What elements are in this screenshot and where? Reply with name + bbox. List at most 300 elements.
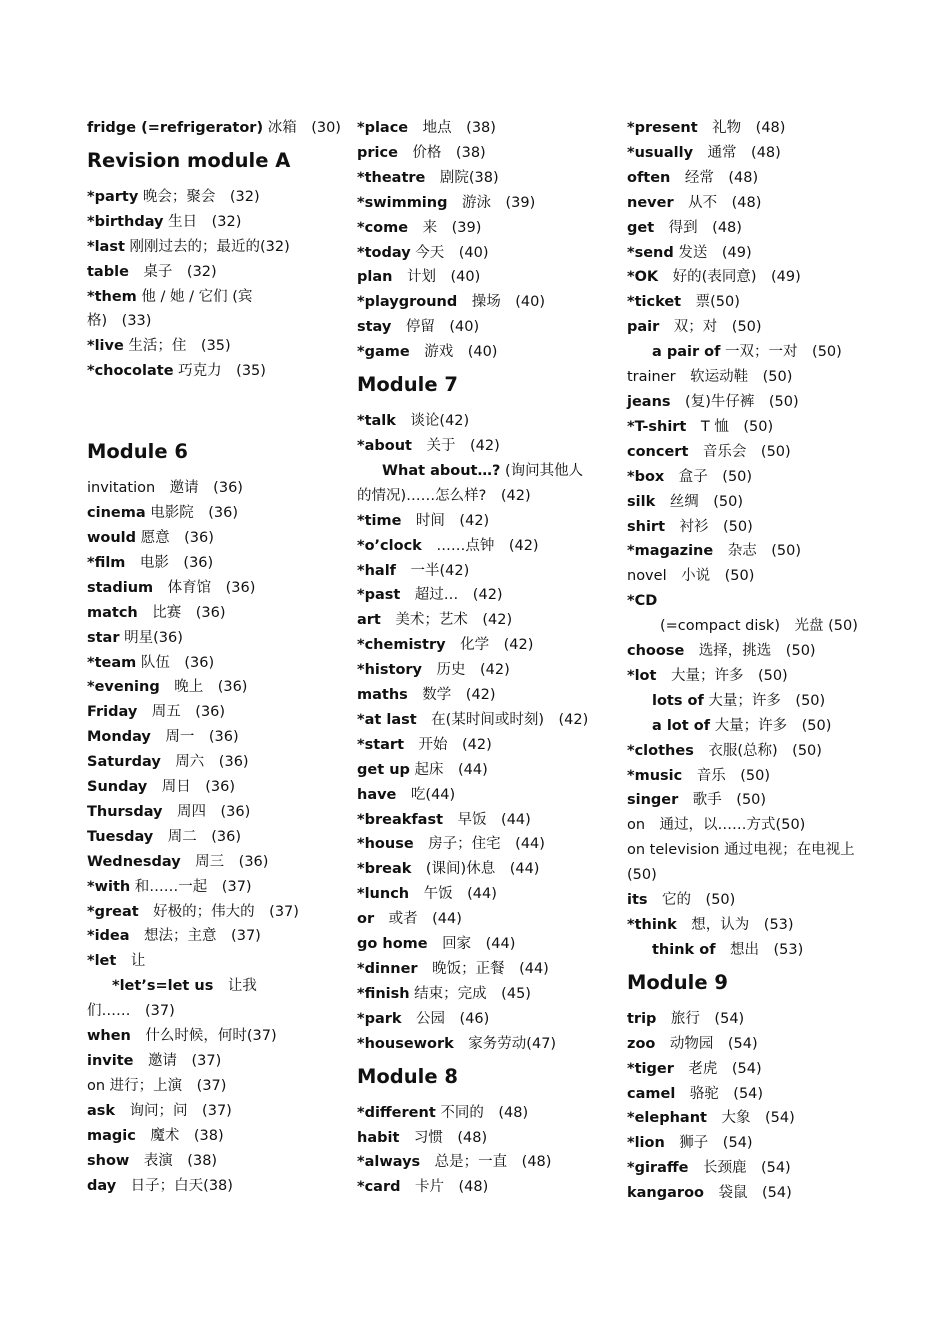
vocab-word: have bbox=[357, 786, 397, 803]
vocab-entry bbox=[627, 440, 877, 465]
vocab-word: magic bbox=[87, 1127, 136, 1144]
vocab-meaning: 生日 (32) bbox=[163, 213, 242, 230]
vocab-entry bbox=[87, 501, 337, 526]
vocab-meaning: 大量；许多 (50) bbox=[710, 717, 832, 734]
vocab-meaning: 周一 (36) bbox=[150, 729, 239, 746]
vocab-meaning: 价格 (38) bbox=[397, 144, 486, 161]
vocab-meaning: 周六 (36) bbox=[160, 754, 249, 771]
vocab-entry bbox=[357, 608, 607, 633]
vocab-word: *at last bbox=[357, 711, 417, 728]
vocab-entry bbox=[87, 775, 337, 800]
vocab-meaning: 起床 (44) bbox=[409, 761, 488, 778]
vocab-entry bbox=[357, 907, 607, 932]
vocab-meaning: 软运动鞋 (50) bbox=[675, 369, 793, 386]
vocab-word: *half bbox=[357, 562, 396, 579]
vocab-entry bbox=[87, 1124, 337, 1149]
vocab-word: get bbox=[627, 219, 655, 236]
vocab-word: *o’clock bbox=[357, 537, 422, 554]
vocab-entry bbox=[627, 863, 877, 888]
vocab-entry bbox=[627, 465, 877, 490]
vocab-entry bbox=[357, 340, 607, 365]
vocab-word: *playground bbox=[357, 294, 458, 311]
vocab-meaning: 谈论(42) bbox=[395, 413, 470, 430]
vocab-entry bbox=[87, 900, 337, 925]
vocab-word: *housework bbox=[357, 1035, 454, 1052]
vocab-entry bbox=[87, 850, 337, 875]
vocab-word: *last bbox=[87, 238, 125, 255]
vocab-meaning: 格) (33) bbox=[87, 313, 152, 330]
vocab-entry bbox=[357, 1101, 607, 1126]
vocab-entry bbox=[87, 999, 337, 1024]
vocab-word: *CD bbox=[627, 593, 658, 610]
vocab-meaning: 美术；艺术 (42) bbox=[380, 612, 513, 629]
vocab-word: Monday bbox=[87, 729, 151, 746]
vocab-meaning: 双；对 (50) bbox=[659, 319, 762, 336]
vocab-entry bbox=[87, 800, 337, 825]
vocab-word: *swimming bbox=[357, 194, 448, 211]
vocab-meaning: 晚饭；正餐 (44) bbox=[417, 961, 549, 977]
vocab-entry bbox=[627, 1131, 877, 1156]
vocab-entry bbox=[627, 1181, 877, 1206]
vocab-meaning: 日子；白天(38) bbox=[116, 1177, 233, 1194]
vocab-word: often bbox=[627, 169, 671, 186]
vocab-word: lots of bbox=[652, 692, 704, 709]
vocab-entry bbox=[627, 340, 877, 365]
vocab-entry bbox=[87, 285, 337, 310]
vocab-word: shirt bbox=[627, 518, 666, 535]
vocab-entry bbox=[627, 515, 877, 540]
vocab-word: *music bbox=[627, 767, 683, 784]
vocab-entry bbox=[357, 216, 607, 241]
vocab-meaning: 生活；住 (35) bbox=[123, 338, 231, 355]
vocab-entry bbox=[87, 210, 337, 235]
vocab-word: on television bbox=[627, 842, 720, 859]
vocab-entry bbox=[87, 750, 337, 775]
vocab-word: *elephant bbox=[627, 1110, 707, 1127]
vocab-entry bbox=[357, 1150, 607, 1175]
vocab-word: *let bbox=[87, 953, 117, 970]
vocab-entry bbox=[357, 783, 607, 808]
vocab-entry bbox=[87, 116, 341, 141]
vocab-meaning: 不同的 (48) bbox=[435, 1104, 529, 1121]
vocab-word: *T-shirt bbox=[627, 418, 687, 435]
vocab-word: concert bbox=[627, 443, 689, 460]
vocab-entry bbox=[357, 166, 607, 191]
vocab-word: invitation bbox=[87, 480, 156, 497]
vocab-meaning: 选择，挑选 (50) bbox=[684, 643, 816, 660]
vocab-entry bbox=[627, 689, 877, 714]
section-heading: Module 7 bbox=[357, 373, 458, 397]
vocab-meaning: 和……一起 (37) bbox=[130, 878, 252, 895]
vocab-entry bbox=[87, 825, 337, 850]
vocab-entry bbox=[627, 1106, 877, 1131]
vocab-meaning: 一半(42) bbox=[395, 562, 470, 579]
vocab-entry bbox=[627, 589, 877, 614]
vocab-meaning: 礼物 (48) bbox=[697, 120, 786, 136]
vocab-word: *usually bbox=[627, 144, 694, 161]
vocab-word: camel bbox=[627, 1085, 676, 1102]
vocab-meaning: 开始 (42) bbox=[404, 736, 492, 753]
vocab-meaning: 的情况)……怎么样? (42) bbox=[357, 487, 531, 504]
vocab-word: *ticket bbox=[627, 294, 682, 311]
vocab-entry bbox=[627, 390, 877, 415]
vocab-meaning: 大量；许多 (50) bbox=[656, 667, 788, 684]
vocab-entry bbox=[627, 788, 877, 813]
vocab-entry bbox=[357, 1175, 607, 1200]
vocab-meaning: 经常 (48) bbox=[670, 169, 759, 186]
vocab-entry bbox=[357, 484, 607, 509]
vocab-meaning: 询问；问 (37) bbox=[115, 1102, 232, 1119]
vocab-entry bbox=[357, 882, 607, 907]
vocab-meaning: 衣服(总称) (50) bbox=[693, 742, 822, 759]
vocab-meaning: 什么时候，何时(37) bbox=[130, 1028, 277, 1045]
vocab-word: pair bbox=[627, 319, 660, 336]
vocab-meaning: 午饭 (44) bbox=[409, 886, 497, 903]
vocab-entry bbox=[87, 526, 337, 551]
vocab-meaning: 回家 (44) bbox=[427, 936, 516, 953]
vocab-word: table bbox=[87, 263, 129, 280]
vocab-meaning: 大象 (54) bbox=[706, 1110, 795, 1127]
vocab-meaning: 邀请 (36) bbox=[155, 480, 243, 497]
vocab-meaning: 游泳 (39) bbox=[447, 194, 536, 211]
vocab-word: *send bbox=[627, 244, 674, 261]
vocab-meaning: 操场 (40) bbox=[457, 294, 546, 311]
vocab-meaning: 周日 (36) bbox=[147, 779, 236, 796]
vocab-entry bbox=[357, 857, 607, 882]
vocab-meaning: 周二 (36) bbox=[153, 828, 242, 845]
vocab-meaning: 票(50) bbox=[681, 294, 740, 311]
vocab-word: on bbox=[87, 1077, 106, 1094]
vocab-meaning: 队伍 (36) bbox=[136, 654, 215, 671]
vocab-meaning: 好极的；伟大的 (37) bbox=[138, 903, 299, 920]
vocab-meaning: 今天 (40) bbox=[410, 244, 489, 261]
vocab-meaning: 通过，以……方式(50) bbox=[645, 817, 806, 834]
vocab-entry bbox=[627, 290, 877, 315]
vocab-meaning: 晚上 (36) bbox=[159, 679, 248, 696]
vocab-word: *card bbox=[357, 1179, 401, 1196]
vocab-word: Saturday bbox=[87, 754, 161, 771]
vocab-word: Friday bbox=[87, 704, 138, 721]
vocab-meaning: 结束；完成 (45) bbox=[409, 985, 531, 1002]
vocab-meaning: 让 bbox=[116, 953, 146, 970]
vocab-word: trainer bbox=[627, 369, 676, 386]
vocab-meaning: 表演 (38) bbox=[129, 1152, 218, 1169]
vocab-meaning: 一双；一对 (50) bbox=[720, 344, 842, 361]
vocab-word: Thursday bbox=[87, 803, 163, 820]
vocab-meaning: 他 / 她 / 它们 (宾 bbox=[136, 288, 253, 305]
vocab-word: *about bbox=[357, 437, 412, 454]
vocab-column-1 bbox=[87, 116, 341, 1198]
vocab-entry bbox=[357, 290, 607, 315]
vocab-meaning: 刚刚过去的；最近的(32) bbox=[124, 238, 290, 255]
vocab-meaning: 周五 (36) bbox=[137, 704, 226, 721]
vocab-column-3 bbox=[627, 116, 877, 1206]
vocab-entry bbox=[357, 241, 607, 266]
vocab-word: trip bbox=[627, 1010, 657, 1027]
vocab-entry bbox=[87, 725, 337, 750]
vocab-word: get up bbox=[357, 761, 410, 778]
vocab-entry bbox=[87, 185, 337, 210]
vocab-meaning: 大量；许多 (50) bbox=[703, 692, 826, 709]
vocab-meaning: 从不 (48) bbox=[673, 194, 762, 211]
vocab-meaning: 狮子 (54) bbox=[664, 1135, 753, 1152]
vocab-entry bbox=[627, 564, 877, 589]
vocab-word: star bbox=[87, 629, 120, 646]
vocab-word: ask bbox=[87, 1102, 116, 1119]
vocab-word: *lunch bbox=[357, 886, 410, 903]
vocab-meaning: 停留 (40) bbox=[391, 319, 480, 336]
vocab-word: *think bbox=[627, 917, 677, 933]
vocab-entry bbox=[357, 434, 607, 459]
vocab-word: Tuesday bbox=[87, 828, 154, 845]
vocab-word: *birthday bbox=[87, 213, 164, 230]
vocab-entry bbox=[357, 658, 607, 683]
vocab-word: *live bbox=[87, 338, 124, 355]
vocab-word: *always bbox=[357, 1154, 421, 1171]
vocab-word: Wednesday bbox=[87, 853, 181, 870]
vocab-word: silk bbox=[627, 493, 656, 510]
vocab-meaning: 电影院 (36) bbox=[145, 505, 238, 522]
vocab-entry bbox=[357, 191, 607, 216]
vocab-entry bbox=[357, 1126, 607, 1151]
vocab-entry bbox=[357, 932, 607, 957]
vocab-word: *come bbox=[357, 219, 409, 236]
vocab-entry bbox=[627, 365, 877, 390]
vocab-entry bbox=[357, 1032, 607, 1057]
vocab-entry bbox=[87, 359, 337, 384]
vocab-word: *party bbox=[87, 188, 139, 205]
vocab-entry bbox=[87, 551, 337, 576]
vocab-word: *team bbox=[87, 654, 137, 671]
vocab-meaning: (询问其他人 bbox=[500, 462, 584, 479]
vocab-entry bbox=[627, 315, 877, 340]
vocab-word: *time bbox=[357, 512, 402, 529]
vocab-word: *tiger bbox=[627, 1060, 674, 1077]
vocab-word: stadium bbox=[87, 579, 154, 596]
vocab-meaning: 音乐 (50) bbox=[682, 767, 770, 784]
vocab-word: *breakfast bbox=[357, 811, 444, 828]
vocab-word: *lion bbox=[627, 1135, 665, 1152]
vocab-entry bbox=[357, 832, 607, 857]
vocab-word: *different bbox=[357, 1104, 436, 1121]
vocab-meaning: 袋鼠 (54) bbox=[704, 1185, 792, 1202]
vocab-word: *them bbox=[87, 288, 137, 305]
vocab-meaning: 歌手 (50) bbox=[678, 792, 767, 809]
vocab-word: Sunday bbox=[87, 779, 148, 796]
vocab-entry bbox=[357, 583, 607, 608]
vocab-meaning: 老虎 (54) bbox=[673, 1060, 762, 1077]
vocab-word: *evening bbox=[87, 679, 160, 696]
vocab-entry bbox=[627, 1057, 877, 1082]
vocab-entry bbox=[87, 260, 337, 285]
vocab-word: zoo bbox=[627, 1035, 656, 1052]
vocab-word: art bbox=[357, 612, 381, 629]
vocab-meaning: 早饭 (44) bbox=[443, 811, 531, 828]
vocab-entry bbox=[87, 875, 337, 900]
vocab-meaning: 家务劳动(47) bbox=[453, 1035, 557, 1052]
section-heading: Module 6 bbox=[87, 440, 188, 464]
vocab-word: *park bbox=[357, 1010, 402, 1027]
vocab-entry bbox=[87, 309, 337, 334]
vocab-word: *box bbox=[627, 468, 665, 485]
vocab-word: *magazine bbox=[627, 543, 714, 560]
vocab-entry bbox=[627, 166, 877, 191]
vocab-word: stay bbox=[357, 319, 392, 336]
vocab-entry bbox=[357, 633, 607, 658]
vocab-word: maths bbox=[357, 687, 408, 704]
vocab-word: habit bbox=[357, 1129, 400, 1146]
vocab-meaning: 杂志 (50) bbox=[713, 543, 801, 560]
vocab-entry bbox=[87, 601, 337, 626]
vocab-entry bbox=[627, 490, 877, 515]
vocab-meaning: 计划 (40) bbox=[392, 269, 481, 286]
vocab-word: *chemistry bbox=[357, 637, 446, 654]
vocab-meaning: (课间)休息 (44) bbox=[411, 861, 540, 878]
vocab-meaning: 数学 (42) bbox=[407, 687, 496, 704]
vocab-entry bbox=[627, 241, 877, 266]
vocab-entry bbox=[357, 1007, 607, 1032]
vocab-meaning: 让我 bbox=[213, 978, 257, 995]
vocab-word: jeans bbox=[627, 393, 671, 410]
vocab-meaning: 体育馆 (36) bbox=[153, 579, 256, 596]
vocab-entry bbox=[87, 924, 337, 949]
vocab-meaning: 时间 (42) bbox=[401, 512, 490, 529]
vocab-entry bbox=[357, 265, 607, 290]
vocab-word: *start bbox=[357, 736, 405, 753]
vocab-word: go home bbox=[357, 936, 428, 953]
vocab-meaning: 想法；主意 (37) bbox=[129, 928, 261, 945]
vocab-word: What about…? bbox=[382, 462, 501, 479]
vocab-entry bbox=[627, 1007, 877, 1032]
vocab-meaning: 小说 (50) bbox=[666, 568, 755, 585]
vocab-entry bbox=[87, 334, 337, 359]
vocab-word: a lot of bbox=[652, 717, 711, 734]
vocab-meaning: 骆驼 (54) bbox=[675, 1085, 764, 1102]
vocab-word: its bbox=[627, 892, 648, 909]
vocab-entry bbox=[87, 651, 337, 676]
vocab-meaning: 们…… (37) bbox=[87, 1003, 175, 1020]
vocab-entry bbox=[357, 758, 607, 783]
vocab-meaning: 周四 (36) bbox=[162, 803, 251, 820]
vocab-meaning: 愿意 (36) bbox=[136, 529, 214, 546]
vocab-meaning: 盒子 (50) bbox=[664, 468, 753, 485]
vocab-meaning: 超过… (42) bbox=[400, 587, 503, 604]
vocab-word: *with bbox=[87, 878, 131, 895]
vocab-entry bbox=[87, 1174, 337, 1199]
vocab-meaning: 好的(表同意) (49) bbox=[658, 269, 801, 286]
vocab-meaning: 明星(36) bbox=[119, 629, 183, 646]
vocab-meaning: 巧克力 (35) bbox=[173, 363, 266, 380]
vocab-word: *giraffe bbox=[627, 1160, 689, 1177]
vocab-word: *clothes bbox=[627, 742, 694, 759]
vocab-meaning: 在(某时间或时刻) (42) bbox=[416, 711, 589, 728]
vocab-entry bbox=[87, 476, 337, 501]
vocab-word: *theatre bbox=[357, 169, 426, 186]
vocab-entry bbox=[357, 708, 607, 733]
vocab-entry bbox=[627, 664, 877, 689]
vocab-entry bbox=[627, 1032, 877, 1057]
vocab-entry bbox=[357, 982, 607, 1007]
vocab-entry bbox=[627, 938, 877, 963]
vocab-entry bbox=[627, 714, 877, 739]
vocab-meaning: 丝绸 (50) bbox=[655, 493, 743, 510]
vocab-meaning: 得到 (48) bbox=[654, 219, 742, 236]
vocab-word: singer bbox=[627, 792, 679, 809]
vocab-meaning: 卡片 (48) bbox=[400, 1179, 489, 1196]
vocab-word: kangaroo bbox=[627, 1185, 704, 1202]
vocab-word: *history bbox=[357, 662, 423, 679]
vocab-word: *past bbox=[357, 587, 401, 604]
vocab-entry bbox=[627, 614, 877, 639]
vocab-meaning: 魔术 (38) bbox=[135, 1127, 224, 1144]
vocab-entry bbox=[627, 888, 877, 913]
vocab-word: *chocolate bbox=[87, 363, 174, 380]
vocab-word: cinema bbox=[87, 505, 146, 522]
vocab-meaning: 通常 (48) bbox=[693, 144, 781, 161]
vocab-entry bbox=[87, 974, 337, 999]
vocab-entry bbox=[357, 957, 607, 982]
vocab-word: *OK bbox=[627, 269, 659, 286]
vocab-entry bbox=[627, 116, 877, 141]
vocab-entry bbox=[87, 700, 337, 725]
vocab-entry bbox=[627, 739, 877, 764]
vocab-entry bbox=[87, 1049, 337, 1074]
vocab-meaning: 总是；一直 (48) bbox=[420, 1154, 552, 1171]
vocab-meaning: 或者 (44) bbox=[374, 911, 462, 928]
vocab-entry bbox=[627, 216, 877, 241]
vocab-word: *game bbox=[357, 344, 410, 361]
vocab-meaning: 地点 (38) bbox=[408, 120, 496, 136]
vocab-word: on bbox=[627, 817, 646, 834]
vocab-word: invite bbox=[87, 1053, 134, 1069]
vocab-word: *talk bbox=[357, 413, 396, 430]
vocab-word: a pair of bbox=[652, 344, 721, 361]
vocab-entry bbox=[627, 265, 877, 290]
section-heading: Module 9 bbox=[627, 970, 728, 994]
vocab-word: day bbox=[87, 1177, 117, 1194]
vocab-meaning: (复)牛仔裤 (50) bbox=[670, 393, 799, 410]
vocab-meaning: (50) bbox=[627, 867, 657, 884]
vocab-entry bbox=[627, 639, 877, 664]
vocab-word: show bbox=[87, 1152, 130, 1169]
vocab-entry bbox=[357, 559, 607, 584]
vocab-word: never bbox=[627, 194, 674, 211]
vocab-entry bbox=[357, 409, 607, 434]
vocab-meaning: 想出 (53) bbox=[715, 941, 804, 958]
vocab-entry bbox=[627, 1156, 877, 1181]
vocab-meaning: 晚会；聚会 (32) bbox=[138, 188, 260, 205]
vocab-word: *lot bbox=[627, 667, 657, 684]
vocab-word: fridge (=refrigerator) bbox=[87, 120, 264, 136]
vocab-meaning: 想，认为 (53) bbox=[676, 917, 794, 933]
vocab-entry bbox=[87, 1024, 337, 1049]
vocab-entry bbox=[87, 626, 337, 651]
vocab-meaning: (=compact disk) 光盘 (50) bbox=[660, 618, 858, 635]
vocab-word: *great bbox=[87, 903, 139, 920]
vocab-word: *place bbox=[357, 120, 409, 136]
vocab-meaning: 游戏 (40) bbox=[409, 344, 498, 361]
vocab-meaning: 邀请 (37) bbox=[133, 1053, 222, 1069]
vocab-word: *house bbox=[357, 836, 414, 853]
vocab-entry bbox=[627, 913, 877, 938]
vocab-entry bbox=[357, 683, 607, 708]
vocab-entry bbox=[87, 675, 337, 700]
vocab-word: *let’s=let us bbox=[112, 978, 214, 995]
vocab-word: plan bbox=[357, 269, 393, 286]
vocab-entry bbox=[627, 415, 877, 440]
vocab-meaning: 动物园 (54) bbox=[655, 1035, 758, 1052]
vocab-word: *today bbox=[357, 244, 411, 261]
